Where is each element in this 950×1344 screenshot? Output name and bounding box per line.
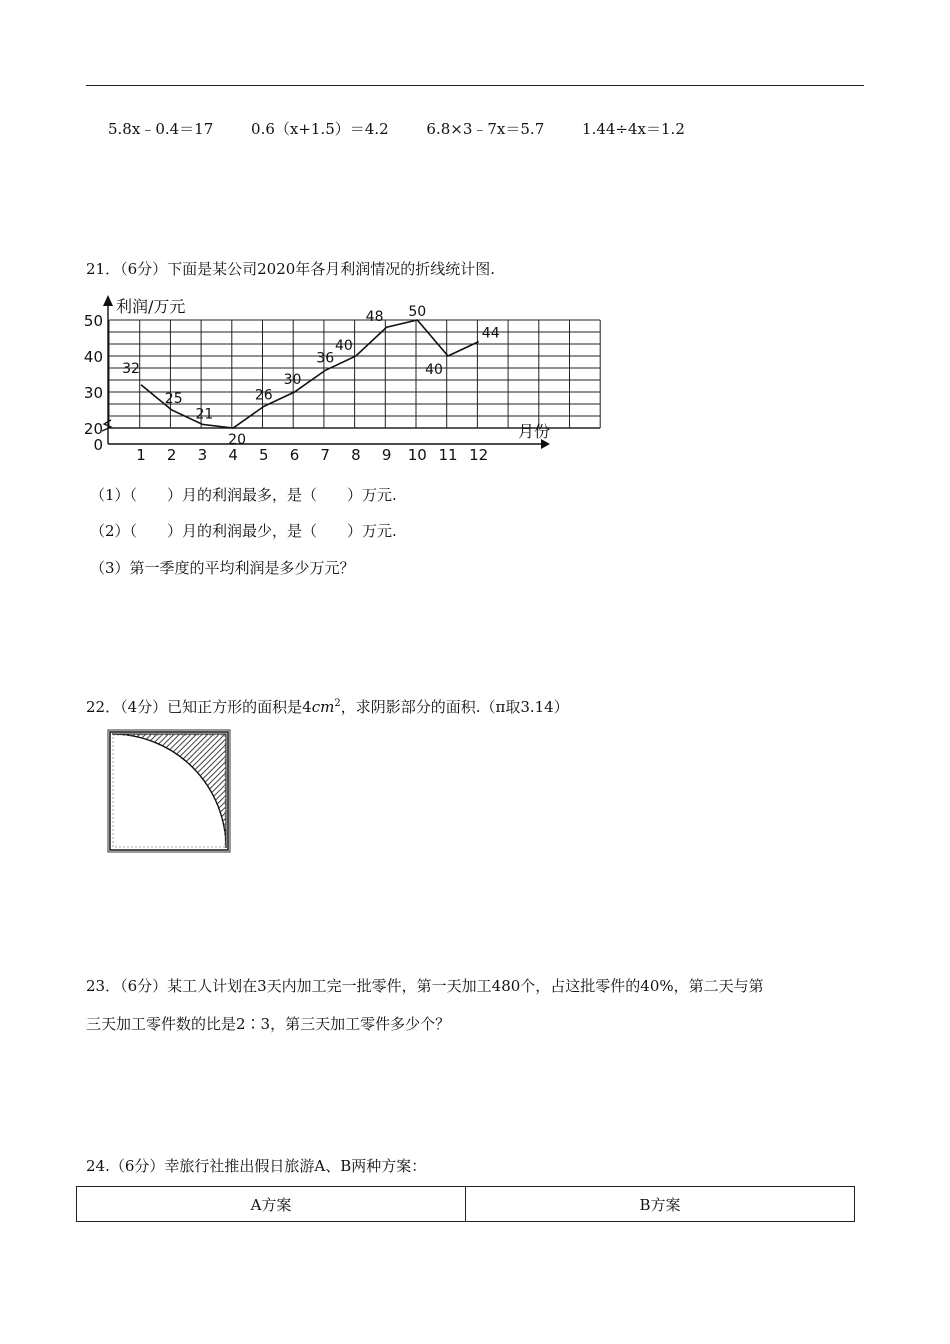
data-label: 25	[164, 391, 183, 407]
y-axis-label: 利润/万元	[116, 297, 186, 316]
y-tick-label: 30	[83, 384, 103, 402]
q21-stem: 21．（6分）下面是某公司2020年各月利润情况的折线统计图.	[86, 260, 496, 278]
x-tick-label: 6	[289, 446, 300, 464]
equation-2: 0.6（x+1.5）＝4.2	[251, 120, 389, 138]
q21-sub1: （1）（ ）月的利润最多，是（ ）万元.	[90, 486, 397, 504]
plan-a-header: A方案	[77, 1187, 466, 1222]
data-label: 50	[408, 304, 427, 320]
profit-line-chart	[83, 292, 566, 464]
x-tick-label: 1	[136, 446, 146, 464]
y-tick-label: 50	[83, 312, 103, 330]
x-tick-label: 2	[166, 446, 177, 464]
header-rule	[86, 85, 864, 86]
y-tick-label: 0	[93, 436, 103, 454]
q21-sub3: （3）第一季度的平均利润是多少万元？	[90, 559, 355, 577]
data-label: 36	[316, 350, 335, 367]
plan-table	[76, 1186, 855, 1222]
y-tick-label: 40	[83, 348, 103, 366]
q22-stem-b: ，求阴影部分的面积.（π取3.14）	[340, 698, 569, 716]
x-tick-label: 9	[381, 446, 392, 464]
y-axis-arrow	[103, 295, 113, 306]
q22-stem	[86, 696, 569, 717]
x-tick-label: 7	[320, 446, 330, 464]
data-label: 48	[365, 309, 384, 326]
equation-row	[108, 118, 718, 139]
data-label: 30	[283, 372, 302, 388]
q24-stem: 24.（6分）幸旅行社推出假日旅游A、B两种方案：	[86, 1157, 427, 1175]
data-label: 40	[334, 338, 353, 354]
equation-3: 6.8×3﹣7x＝5.7	[426, 120, 545, 138]
plan-b-header: B方案	[466, 1187, 855, 1222]
q23-line1: 23．（6分）某工人计划在3天内加工完一批零件，第一天加工480个，占这批零件的40%，第二天与第	[86, 977, 764, 995]
equation-4: 1.44÷4x＝1.2	[582, 120, 685, 138]
shaded-region	[112, 734, 226, 848]
data-label: 20	[228, 432, 247, 448]
square-quarter-circle-figure	[106, 728, 234, 854]
data-label: 32	[122, 360, 140, 377]
q22-unit: cm	[311, 698, 335, 716]
q22-unit-sup: 2	[334, 698, 341, 709]
data-label: 26	[254, 387, 273, 404]
x-tick-label: 4	[228, 446, 238, 464]
data-label: 21	[195, 406, 214, 423]
x-tick-label: 10	[407, 446, 427, 464]
equation-1: 5.8x﹣0.4＝17	[108, 120, 214, 138]
q23-line2: 三天加工零件数的比是2∶3，第三天加工零件多少个？	[86, 1015, 451, 1033]
x-tick-label: 11	[438, 446, 458, 464]
data-label: 44	[481, 325, 500, 342]
y-tick-label: 20	[83, 420, 103, 438]
chart-axes	[102, 295, 550, 449]
table-row	[77, 1187, 855, 1222]
axis-break-icon	[102, 420, 111, 431]
x-tick-label: 12	[469, 446, 489, 464]
q22-stem-a: 22．（4分）已知正方形的面积是4	[86, 698, 312, 716]
chart-labels	[84, 304, 500, 464]
x-tick-label: 3	[197, 446, 208, 464]
data-label: 40	[425, 362, 443, 378]
q21-sub2: （2）（ ）月的利润最少，是（ ）万元.	[90, 522, 397, 540]
chart-grid	[109, 320, 600, 428]
x-tick-label: 5	[259, 446, 269, 464]
x-axis-label: 月份	[518, 422, 551, 441]
x-tick-label: 8	[351, 446, 361, 464]
